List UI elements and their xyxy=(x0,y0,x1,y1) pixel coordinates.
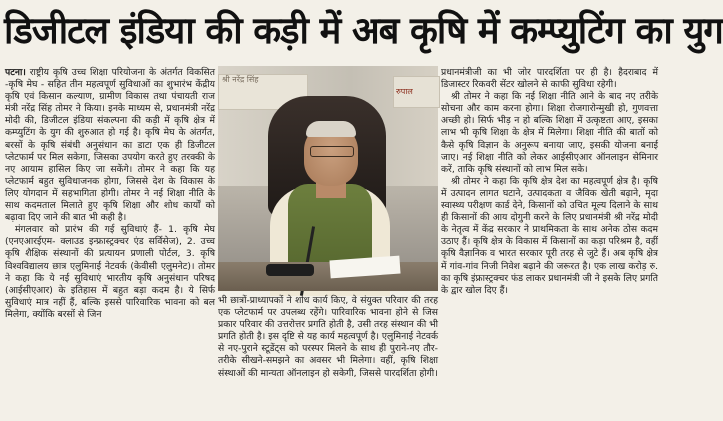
article-paragraph: प्रधानमंत्रीजी का भी जोर पारदर्शिता पर ही है। हैदराबाद में डिजास्टर रिकवरी सेंटर खोलने से काफी सुविधा रहेगी। xyxy=(441,67,658,91)
paragraph-text: राष्ट्रीय कृषि उच्च शिक्षा परियोजना के अंतर्गत विकसित -कृषि मेघ - सहित तीन महत्वपूर्ण सुविधाओं का शुभारंभ केंद्रीय कृषि एवं किसान कल्याण, ग्रामीण विकास तथा पंचायती राज मंत्री नरेंद्र सिंह तोमर ने किया। इनके माध्यम से, प्रधानमंत्री नरेंद्र मोदी की, डिजीटल इंडिया संकल्पना की कड़ी में कृषि क्षेत्र में कम्प्युटिंग के युग की शुरुआत हो गई है। कृषि मेघ के अंतर्गत, बरसों के कृषि संबंधी अनुसंधान का डाटा एक ही डिजीटल प्लेटफार्म पर मिल सकेगा, जिसका उपयोग करते हुए तरक्की के नए आयाम हासिल किए जा सकेंगे। तोमर ने कहा कि यह प्लेटफार्म बहुत सुविधाजनक होगा, जिससे देश के विकास के लिए योगदान में सहभागिता होगी। तोमर ने नई शिक्षा नीति के साथ कदमताल मिलाते हुए कृषि शिक्षा और शोध कार्यों को बढ़ावा दिए जाने की बात भी कही है। xyxy=(5,67,215,224)
article-paragraph: श्री तोमर ने कहा कि नई शिक्षा नीति आने के बाद नए तरीके सोचना और काम करना होगा। शिक्षा रोजगारोन्मुखी हो, गुणवत्ता अच्छी हो। सिर्फ भीड़ न हो बल्कि शिक्षा में उत्कृष्टता आए, इसका लाभ भी कृषि शिक्षा के क्षेत्र में मिलेगा। शिक्षा नीति की बातों को कैसे कृषि विज्ञान के अनुरूप बनाया जाए, इसकी योजना बनाई जाए। नई शिक्षा नीति को लेकर आईसीएआर ऑनलाइन सेमिनार करें, ताकि कृषि संस्थानों को लाभ मिल सके। xyxy=(441,91,658,175)
article-column-2 xyxy=(218,295,438,419)
article-paragraph: भी छात्रों-प्राध्यापकों ने शोध कार्य किए, वे संयुक्त परिवार की तरह एक प्लेटफार्म पर उपलब्ध रहेंगे। पारिवारिक भावना होने से जिस प्रकार परिवार की उत्तरोत्तर प्रगति होती है, उसी तरह संस्थान की भी प्रगति होती है। इस दृष्टि से यह कार्य महत्वपूर्ण है। एलुमिनाई नेटवर्क से नए-पुराने स्टूडेंट्स को परस्पर मिलने के साथ ही पुराने-नए तौर-तरीके सीखने-समझने का अवसर भी मिलेगा। वहीं, कृषि शिक्षा संस्थाओं की मान्यता ऑनलाइन हो सकेगी, जिससे पारदर्शिता होगी। xyxy=(218,295,438,379)
article-column-1 xyxy=(5,67,215,419)
photo-banner-right-text: रुपाल xyxy=(396,87,413,96)
photo-mic-base xyxy=(266,264,314,276)
photo-hair xyxy=(306,121,356,137)
photo-glasses xyxy=(310,146,354,157)
photo-banner-left-text: श्री नरेंद्र सिंह xyxy=(222,75,259,84)
article-paragraph: मंगलवार को प्रारंभ की गई सुविधाएं हैं- 1. कृषि मेघ (एनएआरईएम- क्लाउड इन्फ्रास्ट्रक्चर एंड सर्विसेज), 2. उच्च कृषि शैक्षिक संस्थानों की प्रत्यायन प्रणाली पोर्टल, 3. कृषि विश्वविद्यालय छात्र एलुमिनाई नेटवर्क (केवीसी एलुमनेट)। तोमर ने कहा कि ये नई सुविधाएं भारतीय कृषि अनुसंधान परिषद (आईसीएआर) के इतिहास में बहुत बड़ा कदम है। ये सिर्फ सुविधाएं मात्र नहीं हैं, बल्कि इससे पारिवारिक भावना को बल मिलेगा, क्योंकि बरसों से जिन xyxy=(5,224,215,320)
article-paragraph xyxy=(5,67,215,224)
article-column-3 xyxy=(441,67,658,419)
article-paragraph: श्री तोमर ने कहा कि कृषि क्षेत्र देश का महत्वपूर्ण क्षेत्र है। कृषि में उत्पादन लागत घटाने, उत्पादकता व जैविक खेती बढ़ाने, मृदा स्वास्थ्य परीक्षण कार्ड देने, किसानों को उचित मूल्य दिलाने के साथ ही किसानों की आय दोगुनी करने के लिए प्रधानमंत्री श्री नरेंद्र मोदी के नेतृत्व में केंद्र सरकार ने प्राथमिकता के साथ अनेक ठोस कदम उठाए हैं। कृषि क्षेत्र के विकास में किसानों का कड़ा परिश्रम है, वहीं कृषि वैज्ञानिक व भारत सरकार पूरी तरह से जुटे हैं। अब कृषि क्षेत्र में गांव-गांव निजी निवेश बढ़ाने की जरूरत है। एक लाख करोड़ रु. का कृषि इंफ्रास्ट्रक्चर फंड लाकर प्रधानमंत्री जी ने इसके लिए प्रगति के द्वार खोल दिए हैं। xyxy=(441,175,658,296)
photo-desk xyxy=(218,262,438,291)
dateline: पटना। xyxy=(5,67,26,78)
headline: डिजीटल इंडिया की कड़ी में अब कृषि में कम्प्युटिंग का युग xyxy=(4,9,723,52)
news-photo xyxy=(218,66,438,291)
